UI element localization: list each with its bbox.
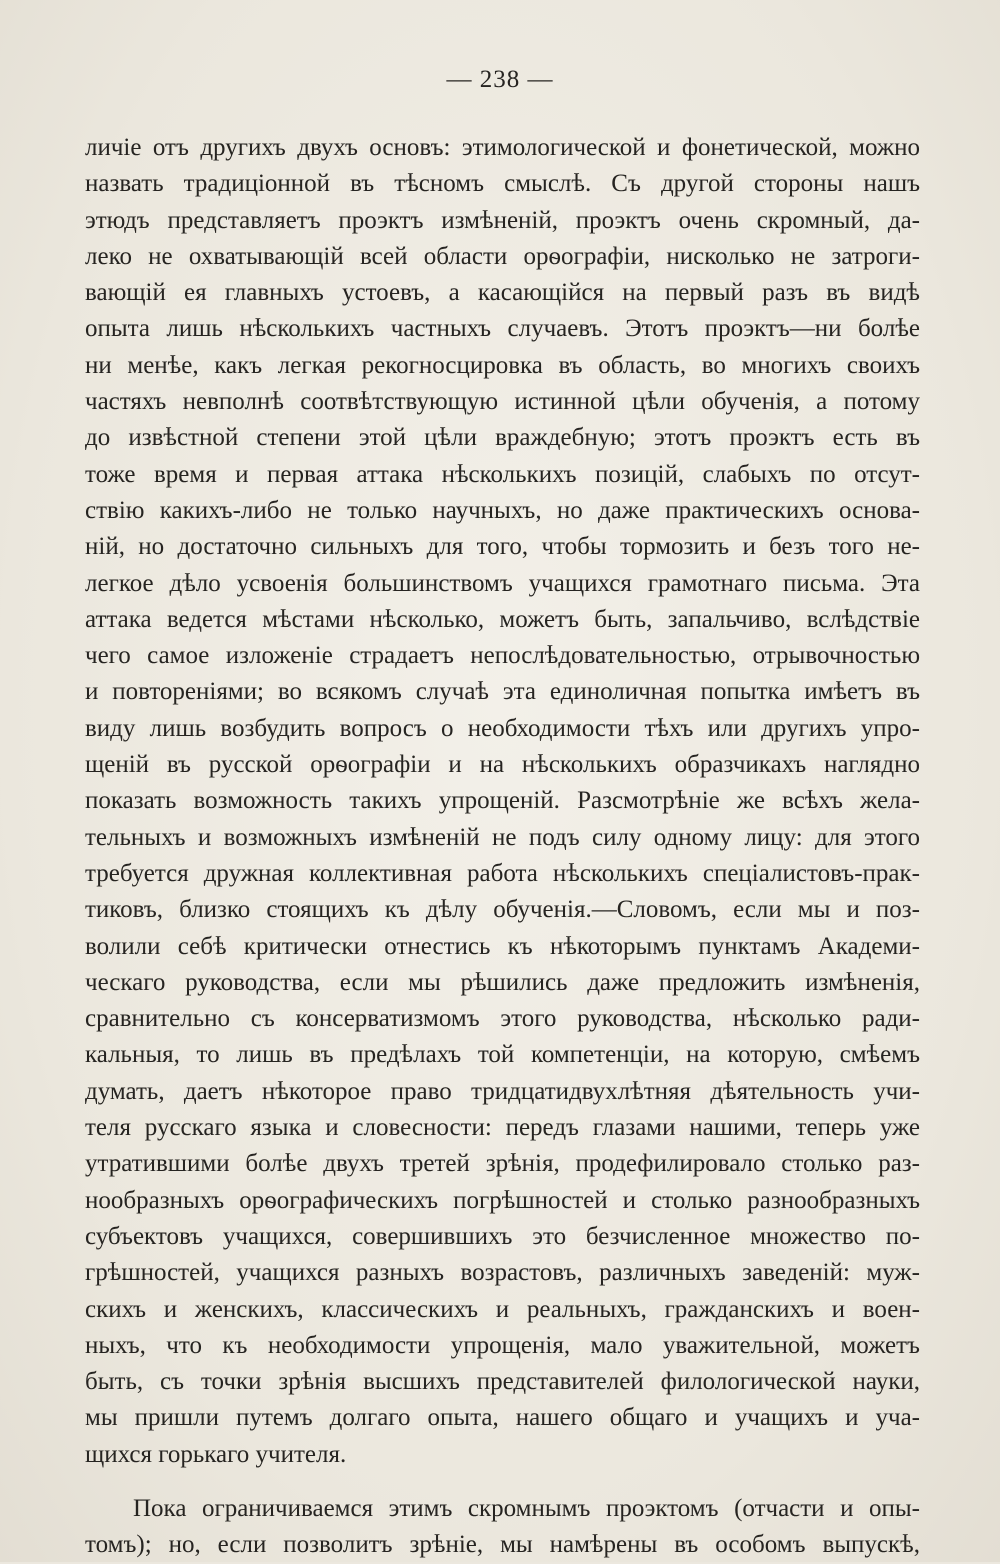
text-line: назвать традиціонной въ тѣсномъ смыслѣ. Съ другой стороны нашъ (85, 170, 920, 198)
text-line: грѣшностей, учащихся разныхъ возрастовъ, различныхъ заведеній: муж- (85, 1259, 920, 1287)
page-number: — 238 — (446, 66, 554, 93)
text-line: вающій ея главныхъ устоевъ, а касающійся на первый разъ въ видѣ (85, 279, 920, 307)
text-line: субъектовъ учащихся, совершившихъ это безчисленное множество по- (85, 1222, 920, 1250)
text-line: ній, но достаточно сильныхъ для того, чтобы тормозить и безъ того не- (85, 533, 920, 561)
text-line: томъ); но, если позволитъ зрѣніе, мы намѣрены въ особомъ выпускѣ, (85, 1531, 920, 1559)
text-line: этюдъ представляетъ проэктъ измѣненій, проэктъ очень скромный, да- (85, 206, 920, 234)
text-line: волили себѣ критически отнестись къ нѣкоторымъ пунктамъ Академи- (85, 932, 920, 960)
text-line: быть, съ точки зрѣнія высшихъ представителей филологической науки, (85, 1368, 920, 1396)
text-line: ческаго руководства, если мы рѣшились даже предложить измѣненія, (85, 968, 920, 996)
text-line: тиковъ, близко стоящихъ къ дѣлу обученія.—Словомъ, если мы и поз- (85, 896, 920, 924)
text-line: скихъ и женскихъ, классическихъ и реальныхъ, гражданскихъ и воен- (85, 1295, 920, 1323)
text-line: виду лишь возбудить вопросъ о необходимости тѣхъ или другихъ упро- (85, 714, 920, 742)
text-line: сравнительно съ консерватизмомъ этого руководства, нѣсколько ради- (85, 1005, 920, 1033)
text-line: теля русскаго языка и словесности: передъ глазами нашими, теперь уже (85, 1114, 920, 1142)
text-line: Пока ограничиваемся этимъ скромнымъ проэктомъ (отчасти и опы- (133, 1494, 920, 1522)
text-line: чего самое изложеніе страдаетъ непослѣдовательностью, отрывочностью (85, 642, 920, 670)
body-text (85, 130, 920, 1564)
text-line: тоже время и первая аттака нѣсколькихъ позицій, слабыхъ по отсут- (85, 460, 920, 488)
text-line: ствію какихъ-либо не только научныхъ, но даже практическихъ основа- (85, 496, 920, 524)
text-line: опыта лишь нѣсколькихъ частныхъ случаевъ. Этотъ проэктъ—ни болѣе (85, 315, 920, 343)
text-line: требуется дружная коллективная работа нѣсколькихъ спеціалистовъ-прак- (85, 859, 920, 887)
text-line: показать возможность такихъ упрощеній. Разсмотрѣніе же всѣхъ жела- (85, 787, 920, 815)
text-line: ныхъ, что къ необходимости упрощенія, мало уважительной, можетъ (85, 1331, 920, 1359)
text-line: кальныя, то лишь въ предѣлахъ той компетенціи, на которую, смѣемъ (85, 1041, 920, 1069)
text-line: ни менѣе, какъ легкая рекогносцировка въ область, во многихъ своихъ (85, 351, 920, 379)
text-line: личіе отъ другихъ двухъ основъ: этимологической и фонетической, можно (85, 134, 920, 161)
text-line: и повтореніями; во всякомъ случаѣ эта единоличная попытка имѣетъ въ (85, 678, 920, 706)
text-line: думать, даетъ нѣкоторое право тридцатидвухлѣтняя дѣятельность учи- (85, 1077, 920, 1105)
text-line: щеній въ русской орѳографіи и на нѣсколькихъ образчикахъ наглядно (85, 751, 920, 779)
paragraph-gap (85, 1473, 920, 1491)
text-line: утратившими болѣе двухъ третей зрѣнія, продефилировало столько раз- (85, 1150, 920, 1178)
text-line: до извѣстной степени этой цѣли враждебную; этотъ проэктъ есть въ (85, 424, 920, 452)
text-line: легкое дѣло усвоенія большинствомъ учащихся грамотнаго письма. Эта (85, 569, 920, 597)
text-line: частяхъ невполнѣ соотвѣтствующую истинной цѣли обученія, а потому (85, 388, 920, 416)
text-line: тельныхъ и возможныхъ измѣненій не подъ силу одному лицу: для этого (85, 823, 920, 851)
text-line: нообразныхъ орѳографическихъ погрѣшностей и столько разнообразныхъ (85, 1186, 920, 1214)
text-line: мы пришли путемъ долгаго опыта, нашего общаго и учащихъ и уча- (85, 1404, 920, 1432)
text-line: леко не охватывающій всей области орѳографіи, нисколько не затроги- (85, 242, 920, 270)
text-line: щихся горькаго учителя. (85, 1440, 347, 1468)
text-line: аттака ведется мѣстами нѣсколько, можетъ быть, запальчиво, вслѣдствіе (85, 605, 920, 633)
